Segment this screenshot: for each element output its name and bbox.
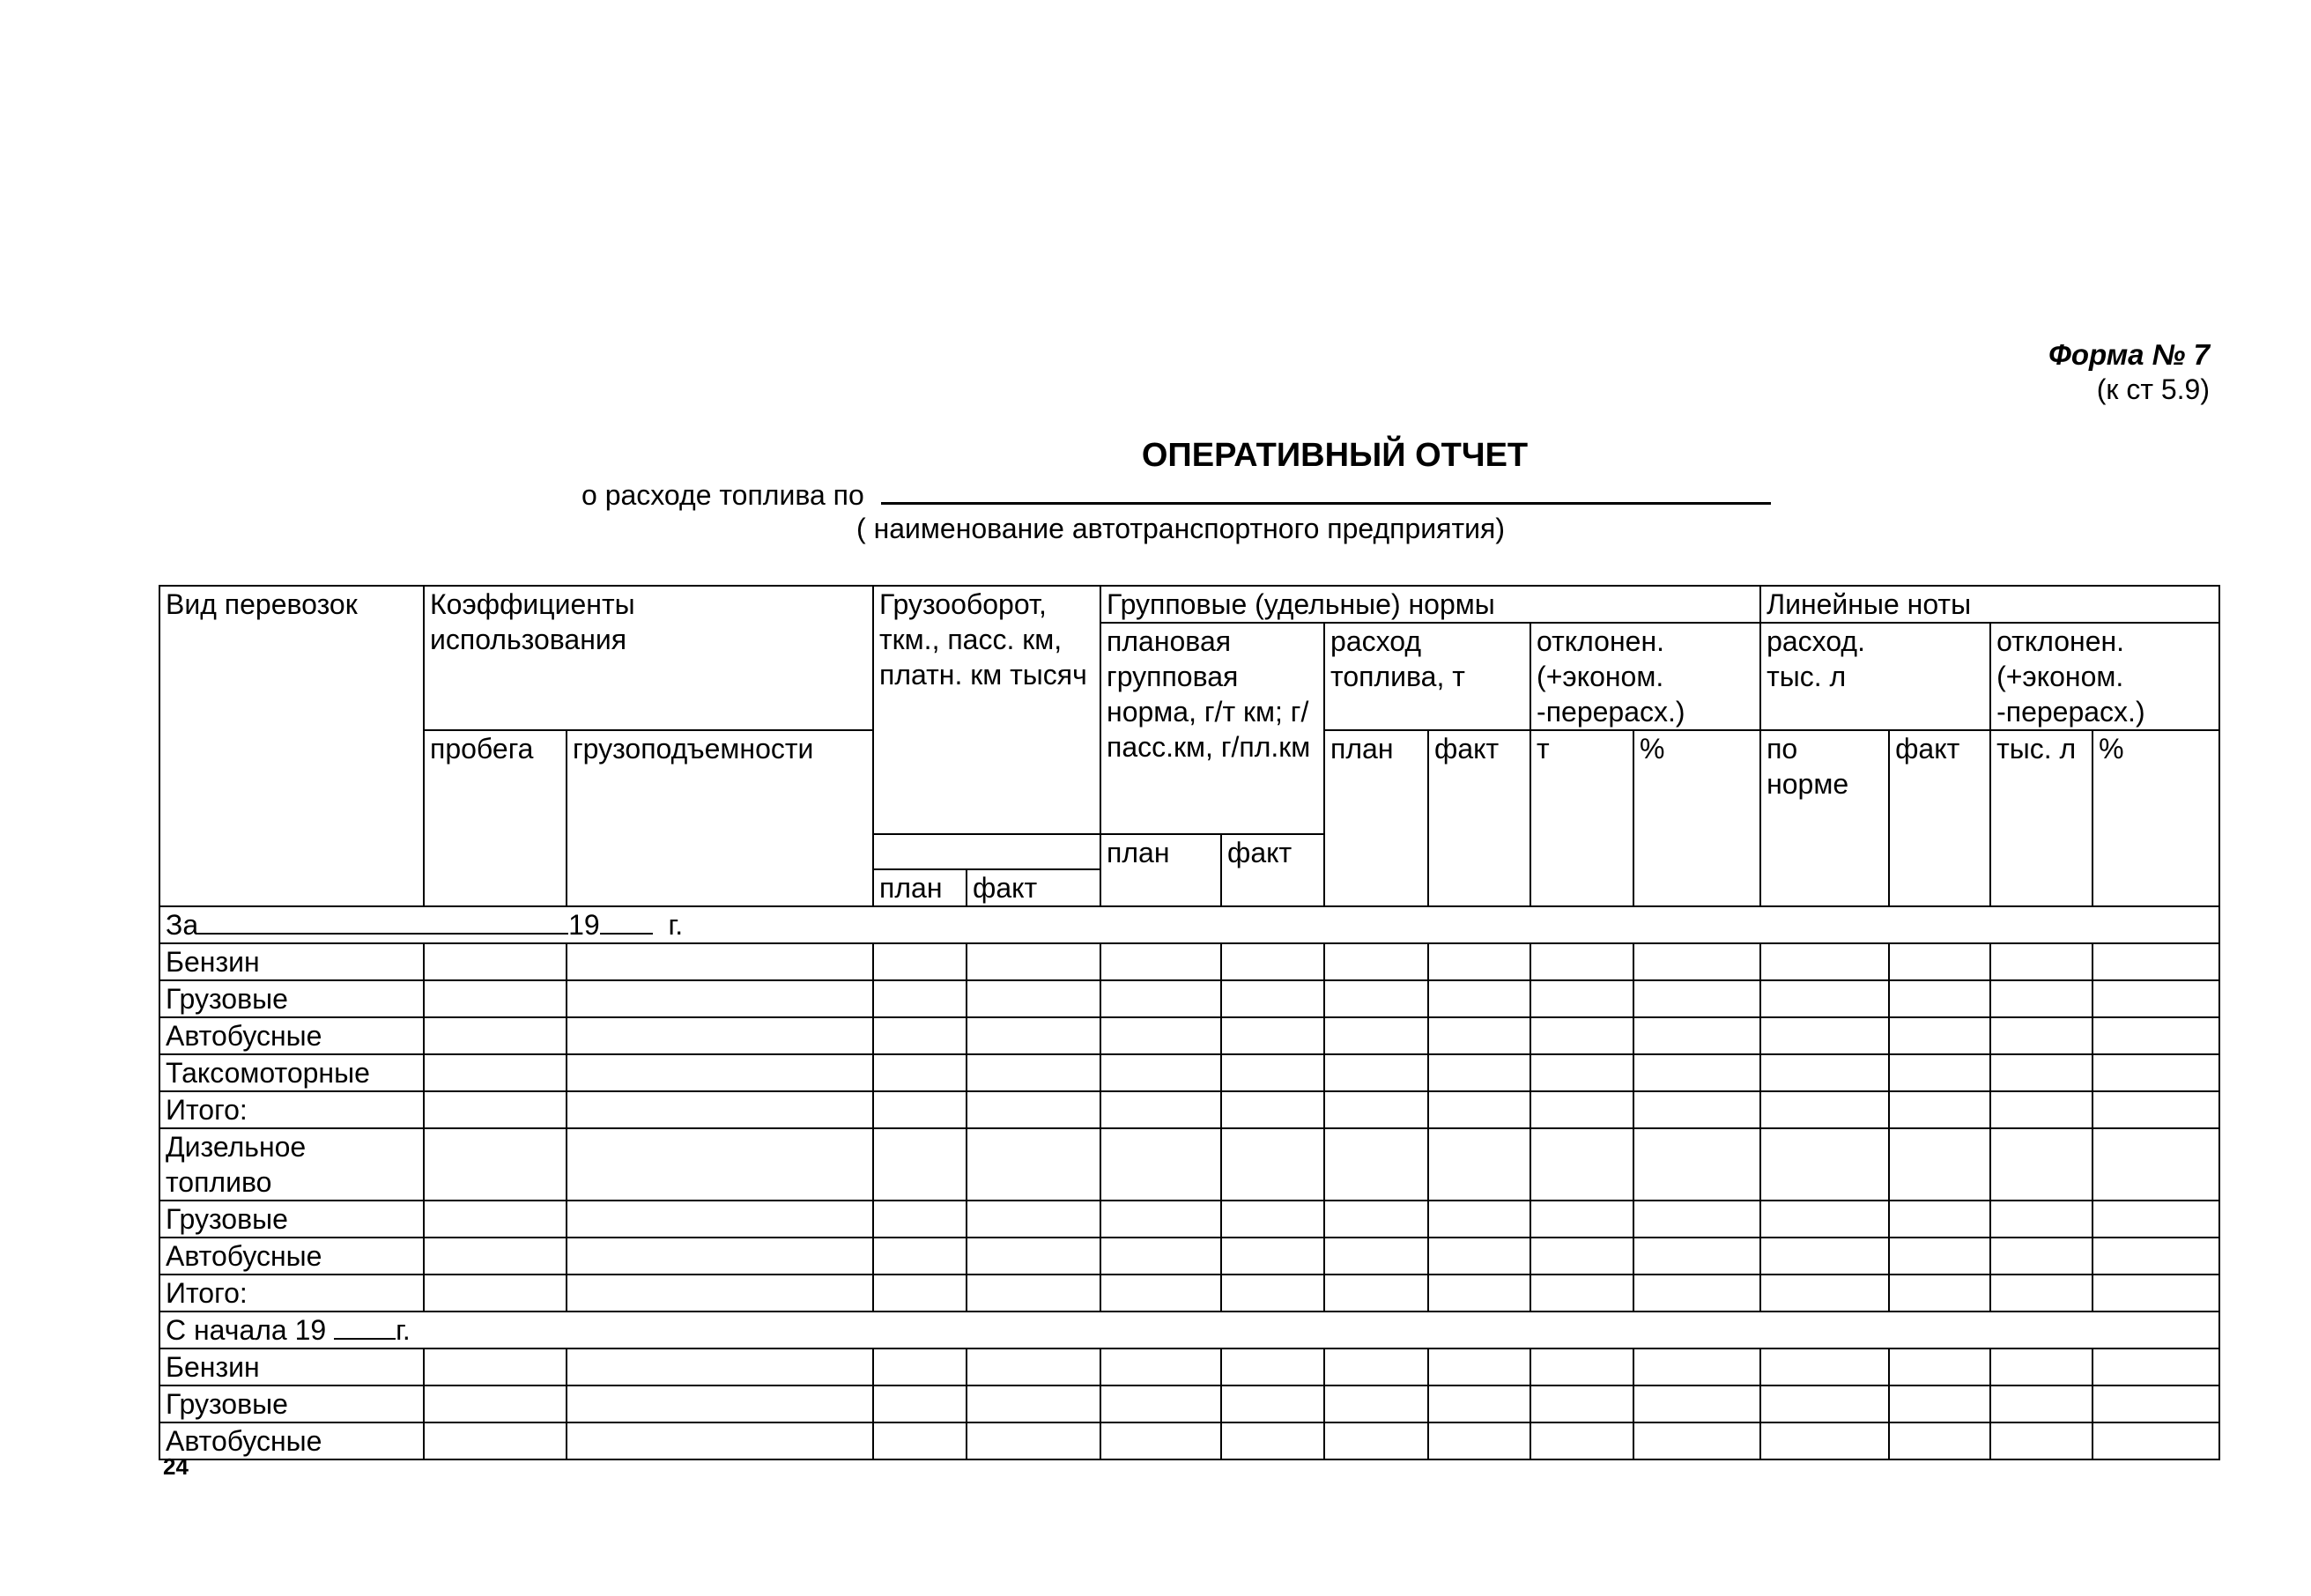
table-cell[interactable]: [2092, 943, 2219, 980]
table-cell[interactable]: [1428, 1422, 1530, 1459]
header-linear-norms: Линейные ноты: [1760, 586, 2219, 623]
table-cell[interactable]: [1324, 1128, 1428, 1201]
table-cell[interactable]: [1428, 1017, 1530, 1054]
period-year-blank[interactable]: [600, 933, 653, 935]
header-coefficients: Коэффициенты использования: [424, 586, 873, 730]
row-label: Итого:: [159, 1091, 424, 1128]
table-row: [159, 1422, 2219, 1459]
table-cell[interactable]: [1760, 1275, 1889, 1312]
table-cell[interactable]: [1100, 943, 1221, 980]
table-cell[interactable]: [967, 1017, 1100, 1054]
table-cell[interactable]: [967, 1422, 1100, 1459]
table-cell[interactable]: [1221, 1091, 1324, 1128]
table-cell[interactable]: [967, 1348, 1100, 1385]
table-cell[interactable]: [2092, 1348, 2219, 1385]
table-cell[interactable]: [2092, 1385, 2219, 1422]
row-label: Грузовые: [159, 1201, 424, 1238]
table-cell[interactable]: [1633, 1128, 1760, 1201]
table-cell[interactable]: [2092, 1128, 2219, 1201]
table-cell[interactable]: [2092, 1091, 2219, 1128]
table-cell[interactable]: [1889, 1385, 1990, 1422]
table-cell[interactable]: [1324, 1275, 1428, 1312]
table-row: [159, 1348, 2219, 1385]
table-cell[interactable]: [1633, 943, 1760, 980]
table-cell[interactable]: [1530, 1201, 1633, 1238]
table-cell[interactable]: [2092, 1238, 2219, 1275]
form-number: Форма № 7: [2048, 338, 2210, 371]
table-cell[interactable]: [1221, 980, 1324, 1017]
table-cell[interactable]: [1889, 1201, 1990, 1238]
table-cell[interactable]: [1760, 1201, 1889, 1238]
table-cell[interactable]: [1760, 1128, 1889, 1201]
table-cell[interactable]: [1428, 1275, 1530, 1312]
row-label: Таксомоторные: [159, 1054, 424, 1091]
header-linear-fact: факт: [1889, 730, 1990, 906]
table-cell[interactable]: [1633, 1091, 1760, 1128]
header-thousand-l: тыс. л: [1990, 730, 2092, 906]
period-row: [159, 906, 2219, 943]
table-cell[interactable]: [424, 1422, 567, 1459]
table-cell[interactable]: [1990, 1201, 2092, 1238]
ytd-prefix: С начала 19: [166, 1314, 327, 1346]
table-cell[interactable]: [1428, 1348, 1530, 1385]
table-cell[interactable]: [1633, 1017, 1760, 1054]
table-cell[interactable]: [1889, 980, 1990, 1017]
table-cell[interactable]: [1100, 1275, 1221, 1312]
table-cell[interactable]: [1889, 943, 1990, 980]
row-label: Автобусные: [159, 1238, 424, 1275]
table-cell[interactable]: [873, 1017, 967, 1054]
table-cell[interactable]: [1530, 1091, 1633, 1128]
header-turnover-fact: факт: [967, 869, 1100, 906]
header-fuel-plan: план: [1324, 730, 1428, 906]
header-consumption-thousand: расход. тыс. л: [1760, 623, 1990, 730]
table-cell[interactable]: [1530, 1238, 1633, 1275]
table-cell[interactable]: [1221, 1128, 1324, 1201]
table-cell[interactable]: [567, 1238, 873, 1275]
table-cell[interactable]: [1990, 1385, 2092, 1422]
table-cell[interactable]: [967, 1275, 1100, 1312]
table-cell[interactable]: [567, 1201, 873, 1238]
table-cell[interactable]: [1990, 1348, 2092, 1385]
table-cell[interactable]: [1760, 980, 1889, 1017]
table-cell[interactable]: [1530, 1017, 1633, 1054]
subtitle-line: [581, 476, 1771, 512]
table-row: [159, 943, 2219, 980]
table-cell[interactable]: [1530, 1422, 1633, 1459]
page-number: 24: [163, 1453, 189, 1480]
table-cell[interactable]: [967, 1238, 1100, 1275]
table-cell[interactable]: [1221, 943, 1324, 980]
table-cell[interactable]: [1324, 1385, 1428, 1422]
header-deviation-t: т: [1530, 730, 1633, 906]
row-label: Бензин: [159, 943, 424, 980]
table-cell[interactable]: [424, 1275, 567, 1312]
header-by-norm: по норме: [1760, 730, 1889, 906]
table-cell[interactable]: [1428, 1201, 1530, 1238]
table-cell[interactable]: [1324, 980, 1428, 1017]
table-cell[interactable]: [1428, 1091, 1530, 1128]
table-row: [159, 1128, 2219, 1201]
table-cell[interactable]: [1324, 1091, 1428, 1128]
table-cell[interactable]: [1100, 1238, 1221, 1275]
table-cell[interactable]: [2092, 1275, 2219, 1312]
table-cell[interactable]: [1990, 1054, 2092, 1091]
table-cell[interactable]: [1760, 1385, 1889, 1422]
table-cell[interactable]: [2092, 1201, 2219, 1238]
table-cell[interactable]: [2092, 980, 2219, 1017]
table-cell[interactable]: [873, 1091, 967, 1128]
table-cell[interactable]: [1990, 1128, 2092, 1201]
ytd-suffix: г.: [396, 1314, 411, 1346]
table-cell[interactable]: [1221, 1054, 1324, 1091]
table-cell[interactable]: [967, 1385, 1100, 1422]
table-cell[interactable]: [1100, 1201, 1221, 1238]
table-cell[interactable]: [424, 1054, 567, 1091]
ytd-body: [159, 1348, 2219, 1459]
table-cell[interactable]: [1100, 1422, 1221, 1459]
table-cell[interactable]: [1530, 1054, 1633, 1091]
table-cell[interactable]: [873, 1201, 967, 1238]
table-cell[interactable]: [2092, 1054, 2219, 1091]
table-cell[interactable]: [1530, 1385, 1633, 1422]
header-transport-type: Вид перевозок: [159, 586, 424, 906]
table-cell[interactable]: [1633, 1201, 1760, 1238]
table-cell[interactable]: [567, 1348, 873, 1385]
table-cell[interactable]: [567, 1385, 873, 1422]
table-cell[interactable]: [967, 1091, 1100, 1128]
table-cell[interactable]: [873, 943, 967, 980]
header-deviation-1: отклонен. (+эконом. -перерасх.): [1530, 623, 1760, 730]
table-cell[interactable]: [873, 1422, 967, 1459]
table-row: [159, 1054, 2219, 1091]
table-cell[interactable]: [424, 943, 567, 980]
table-cell[interactable]: [1990, 1238, 2092, 1275]
header-capacity: грузоподъемности: [567, 730, 873, 906]
row-label: Автобусные: [159, 1422, 424, 1459]
table-cell[interactable]: [1760, 1422, 1889, 1459]
header-norm-fact: факт: [1221, 834, 1324, 906]
table-cell[interactable]: [2092, 1017, 2219, 1054]
table-cell[interactable]: [1100, 1348, 1221, 1385]
form-reference: (к ст 5.9): [2096, 373, 2210, 405]
table-cell[interactable]: [1428, 1385, 1530, 1422]
table-cell[interactable]: [567, 980, 873, 1017]
period-year: 19: [568, 909, 600, 941]
ytd-label: [159, 1312, 2219, 1348]
table-cell[interactable]: [1100, 980, 1221, 1017]
header-deviation-2-percent: %: [2092, 730, 2219, 906]
period-suffix: г.: [668, 909, 684, 941]
table-cell[interactable]: [1889, 1091, 1990, 1128]
table-cell[interactable]: [1100, 1017, 1221, 1054]
header-turnover: Грузооборот, ткм., пасс. км, платн. км тысяч: [873, 586, 1100, 834]
table-cell[interactable]: [1428, 980, 1530, 1017]
table-cell[interactable]: [1100, 1054, 1221, 1091]
table-row: [159, 980, 2219, 1017]
enterprise-name-blank[interactable]: [881, 476, 1771, 505]
table-cell[interactable]: [1221, 1275, 1324, 1312]
table-cell[interactable]: [873, 1385, 967, 1422]
header-deviation-2: отклонен. (+эконом. -перерасх.): [1990, 623, 2219, 730]
table-cell[interactable]: [1324, 1238, 1428, 1275]
table-cell[interactable]: [1324, 1054, 1428, 1091]
table-row: [159, 1275, 2219, 1312]
table-cell[interactable]: [567, 1017, 873, 1054]
table-row: [159, 1017, 2219, 1054]
table-cell[interactable]: [873, 1275, 967, 1312]
header-turnover-plan: план: [873, 869, 967, 906]
table-cell[interactable]: [1530, 943, 1633, 980]
table-cell[interactable]: [967, 1128, 1100, 1201]
table-cell[interactable]: [1990, 1091, 2092, 1128]
period-body: [159, 943, 2219, 1312]
table-cell[interactable]: [1889, 1422, 1990, 1459]
table-cell[interactable]: [873, 1128, 967, 1201]
table-cell[interactable]: [1889, 1238, 1990, 1275]
table-cell[interactable]: [1428, 1128, 1530, 1201]
ytd-row: [159, 1312, 2219, 1348]
ytd-year-blank[interactable]: [334, 1338, 396, 1340]
table-cell[interactable]: [567, 943, 873, 980]
table-cell[interactable]: [424, 1348, 567, 1385]
table-row: [159, 1385, 2219, 1422]
table-cell[interactable]: [1760, 1238, 1889, 1275]
period-prefix: За: [166, 909, 199, 941]
period-label: [159, 906, 2219, 943]
table-cell[interactable]: [1760, 943, 1889, 980]
table-cell[interactable]: [1324, 943, 1428, 980]
table-cell[interactable]: [567, 1054, 873, 1091]
table-cell[interactable]: [1530, 1128, 1633, 1201]
header-group-norms: Групповые (удельные) нормы: [1100, 586, 1760, 623]
table-cell[interactable]: [1100, 1091, 1221, 1128]
table-cell[interactable]: [1633, 1348, 1760, 1385]
table-cell[interactable]: [1633, 1275, 1760, 1312]
table-cell[interactable]: [1760, 1017, 1889, 1054]
table-cell[interactable]: [1530, 980, 1633, 1017]
table-cell[interactable]: [1760, 1348, 1889, 1385]
report-title: ОПЕРАТИВНЫЙ ОТЧЕТ: [1141, 437, 1529, 474]
table-cell[interactable]: [1990, 980, 2092, 1017]
table-cell[interactable]: [967, 980, 1100, 1017]
table-cell[interactable]: [1889, 1054, 1990, 1091]
table-cell[interactable]: [1990, 1017, 2092, 1054]
header-fuel-fact: факт: [1428, 730, 1530, 906]
table-cell[interactable]: [1324, 1422, 1428, 1459]
table-cell[interactable]: [1889, 1017, 1990, 1054]
table-cell[interactable]: [567, 1275, 873, 1312]
header-planned-norm: плановая групповая норма, г/т км; г/пасс.км, г/пл.км: [1100, 623, 1324, 834]
turnover-spacer: [873, 834, 1100, 869]
header-norm-plan: план: [1100, 834, 1221, 906]
table-cell[interactable]: [1633, 980, 1760, 1017]
subtitle-prefix: о расходе топлива по: [581, 479, 864, 511]
table-cell[interactable]: [1100, 1385, 1221, 1422]
table-cell[interactable]: [1428, 943, 1530, 980]
table-cell[interactable]: [967, 943, 1100, 980]
table-cell[interactable]: [1633, 1385, 1760, 1422]
table-cell[interactable]: [1760, 1054, 1889, 1091]
report-table: [159, 585, 2220, 1460]
table-cell[interactable]: [424, 1201, 567, 1238]
table-cell[interactable]: [567, 1128, 873, 1201]
table-cell[interactable]: [1760, 1091, 1889, 1128]
table-cell[interactable]: [1324, 1348, 1428, 1385]
header-mileage: пробега: [424, 730, 567, 906]
table-cell[interactable]: [873, 1054, 967, 1091]
table-cell[interactable]: [1428, 1054, 1530, 1091]
table-cell[interactable]: [567, 1091, 873, 1128]
period-blank[interactable]: [198, 933, 568, 935]
table-cell[interactable]: [424, 1017, 567, 1054]
table-cell[interactable]: [873, 1348, 967, 1385]
table-cell[interactable]: [1221, 1017, 1324, 1054]
row-label: Бензин: [159, 1348, 424, 1385]
table-cell[interactable]: [1428, 1238, 1530, 1275]
table-cell[interactable]: [1100, 1128, 1221, 1201]
table-cell[interactable]: [1530, 1275, 1633, 1312]
header-fuel-consumption: расход топлива, т: [1324, 623, 1530, 730]
table-cell[interactable]: [1889, 1348, 1990, 1385]
table-row: [159, 1201, 2219, 1238]
table-cell[interactable]: [1324, 1201, 1428, 1238]
table-cell[interactable]: [967, 1201, 1100, 1238]
table-cell[interactable]: [424, 1385, 567, 1422]
header-deviation-percent: %: [1633, 730, 1760, 906]
table-cell[interactable]: [1530, 1348, 1633, 1385]
table-cell[interactable]: [1221, 1238, 1324, 1275]
table-cell[interactable]: [1633, 1422, 1760, 1459]
table-cell[interactable]: [424, 1238, 567, 1275]
table-cell[interactable]: [873, 1238, 967, 1275]
table-cell[interactable]: [1889, 1128, 1990, 1201]
table-cell[interactable]: [873, 980, 967, 1017]
table-row: [159, 1091, 2219, 1128]
row-label: Грузовые: [159, 980, 424, 1017]
table-cell[interactable]: [1990, 943, 2092, 980]
table-cell[interactable]: [967, 1054, 1100, 1091]
table-cell[interactable]: [1990, 1422, 2092, 1459]
table-row: [159, 1238, 2219, 1275]
row-label: Автобусные: [159, 1017, 424, 1054]
subtitle-note: ( наименование автотранспортного предприятия): [856, 513, 1505, 544]
table-cell[interactable]: [1221, 1385, 1324, 1422]
table-cell[interactable]: [1633, 1054, 1760, 1091]
table-cell[interactable]: [567, 1422, 873, 1459]
row-label: Дизельное топливо: [159, 1128, 424, 1201]
table-cell[interactable]: [424, 1128, 567, 1201]
table-cell[interactable]: [1633, 1238, 1760, 1275]
table-cell[interactable]: [424, 980, 567, 1017]
table-cell[interactable]: [1990, 1275, 2092, 1312]
table-cell[interactable]: [424, 1091, 567, 1128]
table-cell[interactable]: [1889, 1275, 1990, 1312]
row-label: Грузовые: [159, 1385, 424, 1422]
table-cell[interactable]: [2092, 1422, 2219, 1459]
table-cell[interactable]: [1324, 1017, 1428, 1054]
row-label: Итого:: [159, 1275, 424, 1312]
table-cell[interactable]: [1221, 1201, 1324, 1238]
table-cell[interactable]: [1221, 1422, 1324, 1459]
table-cell[interactable]: [1221, 1348, 1324, 1385]
